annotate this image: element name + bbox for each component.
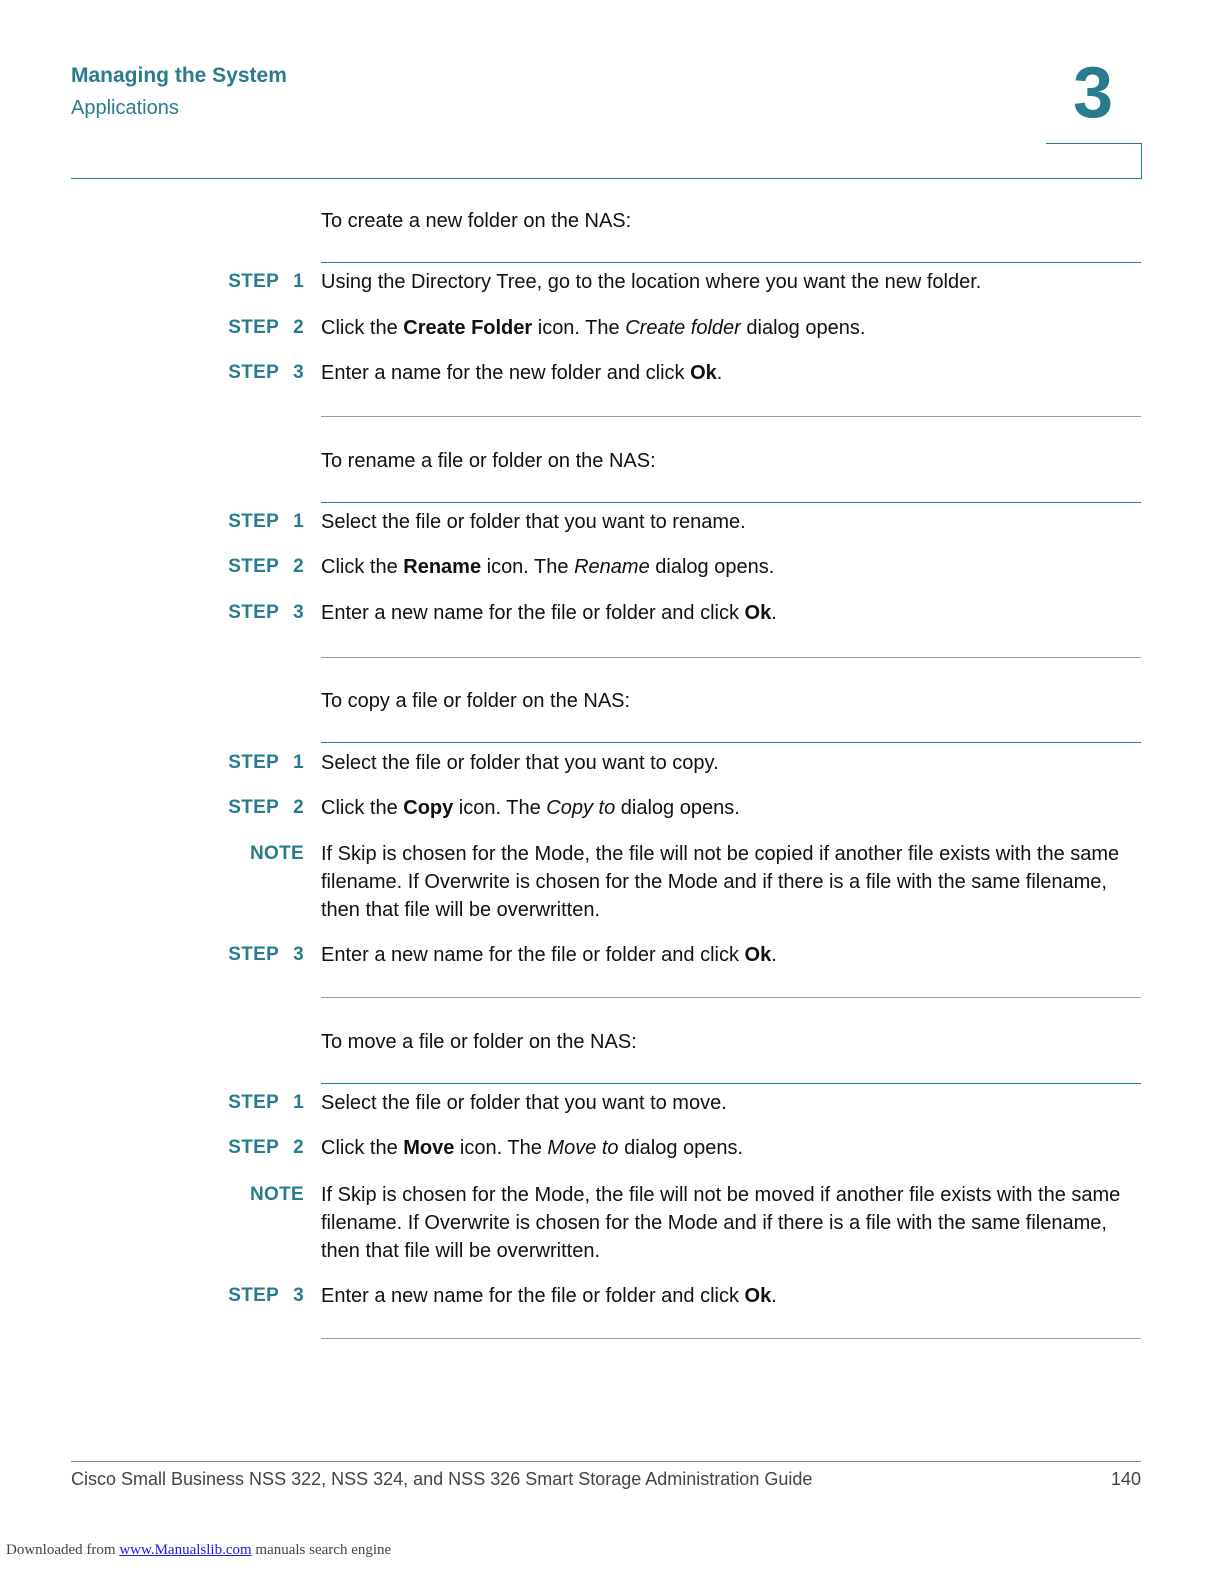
text-run: Click the — [321, 556, 404, 578]
text-run: icon. The — [454, 1137, 548, 1159]
step-number: 3 — [293, 944, 304, 965]
text-run: Using the Directory Tree, go to the location where you want the new folder. — [321, 271, 982, 293]
step-text — [321, 314, 1141, 342]
dialog-name-italic: Rename — [574, 556, 650, 578]
section-subtitle: Applications — [71, 97, 179, 119]
procedure-bottom-rule — [321, 416, 1141, 417]
note-text — [321, 840, 1141, 924]
step-label — [200, 508, 304, 536]
step-word: STEP — [228, 317, 280, 338]
procedure-top-rule — [321, 262, 1141, 263]
footer-guide-title: Cisco Small Business NSS 322, NSS 324, and NSS 326 Smart Storage Administration Guide — [71, 1469, 813, 1489]
step-number: 2 — [293, 556, 304, 577]
step-label — [200, 268, 304, 296]
ui-term-bold: Rename — [403, 556, 482, 578]
text-run: . — [716, 362, 723, 384]
text-run: icon. The — [532, 317, 626, 339]
text-run: Enter a new name for the file or folder and click — [321, 602, 745, 624]
step-label — [200, 359, 304, 387]
ui-term-bold: Ok — [744, 944, 772, 966]
procedure-bottom-rule — [321, 657, 1141, 658]
procedure-top-rule — [321, 1083, 1141, 1084]
dialog-name-italic: Move to — [547, 1137, 619, 1159]
text-run: Select the file or folder that you want to copy. — [321, 752, 719, 774]
procedure-top-rule — [321, 502, 1141, 503]
step-word: STEP — [228, 271, 280, 292]
text-run: If Skip is chosen for the Mode, the file will not be moved if another file exists with the same filename. If Overwrite is chosen for the Mode and if there is a file with the same filename, then that file will be overwritten. — [321, 1184, 1121, 1262]
ui-term-bold: Ok — [744, 1285, 772, 1307]
ui-term-bold: Ok — [690, 362, 717, 384]
step-word: STEP — [228, 752, 280, 773]
step-word: STEP — [228, 1092, 280, 1113]
text-run: Enter a new name for the file or folder and click — [321, 944, 745, 966]
step-number: 3 — [293, 1285, 304, 1306]
step-text — [321, 359, 1141, 387]
step-number: 2 — [293, 1137, 304, 1158]
chapter-box-line — [1046, 143, 1142, 179]
text-run: icon. The — [481, 556, 575, 578]
step-text — [321, 1089, 1141, 1117]
step-text — [321, 1282, 1141, 1310]
step-number: 1 — [293, 511, 304, 532]
step-text — [321, 941, 1141, 969]
ui-term-bold: Copy — [403, 797, 454, 819]
manualslib-link[interactable]: www.Manualslib.com — [119, 1542, 252, 1558]
step-label — [200, 941, 304, 969]
text-run: . — [771, 944, 777, 966]
step-number: 2 — [293, 317, 304, 338]
header-divider — [71, 178, 1142, 179]
step-word: STEP — [228, 556, 280, 577]
step-label — [200, 599, 304, 627]
download-prefix: Downloaded from — [6, 1542, 120, 1558]
text-run: . — [771, 1285, 777, 1307]
text-run: Enter a name for the new folder and click — [321, 362, 691, 384]
step-text — [321, 749, 1141, 777]
footer-divider — [71, 1461, 1141, 1462]
step-label — [200, 749, 304, 777]
ui-term-bold: Ok — [744, 602, 772, 624]
text-run: Enter a new name for the file or folder and click — [321, 1285, 745, 1307]
step-label — [200, 794, 304, 822]
step-number: 1 — [293, 271, 304, 292]
chapter-title: Managing the System — [71, 64, 287, 87]
step-label — [200, 1134, 304, 1162]
step-label — [200, 314, 304, 342]
chapter-number: 3 — [1072, 53, 1114, 133]
ui-term-bold: Move — [403, 1137, 455, 1159]
step-text — [321, 794, 1141, 822]
ui-term-bold: Create Folder — [403, 317, 533, 339]
text-run: dialog opens. — [649, 556, 775, 578]
download-suffix: manuals search engine — [251, 1542, 392, 1558]
text-run: Click the — [321, 317, 404, 339]
text-run: Click the — [321, 797, 404, 819]
text-run: . — [771, 602, 777, 624]
text-run: dialog opens. — [740, 317, 866, 339]
step-label — [200, 1089, 304, 1117]
text-run: icon. The — [453, 797, 547, 819]
procedure-bottom-rule — [321, 997, 1141, 998]
procedure-intro: To rename a file or folder on the NAS: — [321, 450, 656, 472]
download-notice — [6, 1542, 391, 1559]
page-number: 140 — [1110, 1469, 1141, 1489]
step-text — [321, 268, 1141, 296]
note-word: NOTE — [250, 843, 304, 864]
procedure-intro: To create a new folder on the NAS: — [321, 210, 632, 232]
step-number: 3 — [293, 602, 304, 623]
step-number: 1 — [293, 752, 304, 773]
dialog-name-italic: Copy to — [546, 797, 616, 819]
procedure-intro: To move a file or folder on the NAS: — [321, 1031, 637, 1053]
text-run: Select the file or folder that you want to move. — [321, 1092, 727, 1114]
procedure-intro: To copy a file or folder on the NAS: — [321, 690, 631, 712]
note-label — [200, 1181, 304, 1209]
step-number: 3 — [293, 362, 304, 383]
step-label — [200, 553, 304, 581]
text-run: Select the file or folder that you want to rename. — [321, 511, 746, 533]
procedure-top-rule — [321, 742, 1141, 743]
step-text — [321, 599, 1141, 627]
step-text — [321, 508, 1141, 536]
note-text — [321, 1181, 1141, 1265]
step-label — [200, 1282, 304, 1310]
note-label — [200, 840, 304, 868]
step-number: 2 — [293, 797, 304, 818]
step-word: STEP — [228, 944, 280, 965]
text-run: dialog opens. — [618, 1137, 744, 1159]
text-run: dialog opens. — [615, 797, 740, 819]
note-word: NOTE — [250, 1184, 304, 1205]
step-word: STEP — [228, 1137, 280, 1158]
step-text — [321, 553, 1141, 581]
step-word: STEP — [228, 1285, 280, 1306]
step-text — [321, 1134, 1141, 1162]
step-word: STEP — [228, 362, 280, 383]
text-run: If Skip is chosen for the Mode, the file will not be copied if another file exists with the same filename. If Overwrite is chosen for the Mode and if there is a file with the same filename, then that file will be overwritten. — [321, 843, 1120, 921]
dialog-name-italic: Create folder — [625, 317, 741, 339]
step-word: STEP — [228, 602, 280, 623]
step-number: 1 — [293, 1092, 304, 1113]
text-run: Click the — [321, 1137, 404, 1159]
step-word: STEP — [228, 797, 280, 818]
step-word: STEP — [228, 511, 280, 532]
procedure-bottom-rule — [321, 1338, 1141, 1339]
